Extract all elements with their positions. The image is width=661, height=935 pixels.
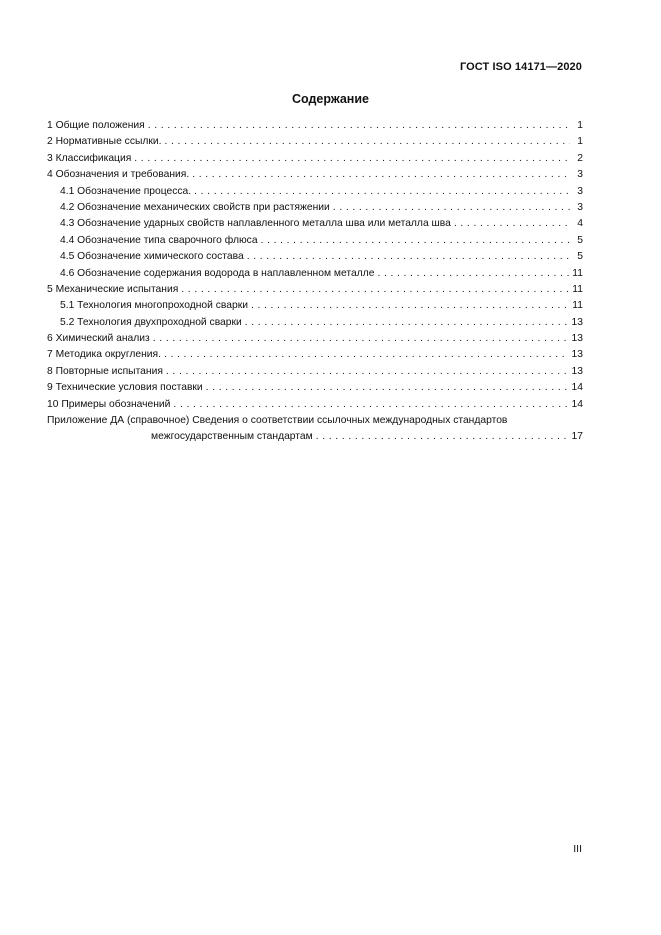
toc-entry-page: 2	[577, 152, 583, 164]
leader-dots	[173, 397, 568, 413]
toc-entry-4-2[interactable]	[47, 200, 583, 216]
toc-entry-label: 4.4 Обозначение типа сварочного флюса	[60, 233, 258, 249]
toc-entry-2[interactable]	[47, 134, 583, 150]
leader-dots	[251, 298, 569, 314]
toc-entry-label: 6 Химический анализ	[47, 331, 150, 347]
toc-entry-page: 13	[571, 365, 583, 377]
toc-entry-5-2[interactable]	[47, 315, 583, 331]
toc-entry-4-1[interactable]	[47, 184, 583, 200]
toc-entry-page: 13	[571, 349, 583, 361]
toc-entry-4-4[interactable]	[47, 233, 583, 249]
toc-entry-label: 4.6 Обозначение содержания водорода в наплавленном металле	[60, 266, 374, 282]
leader-dots	[261, 233, 570, 249]
toc-entry-page: 11	[572, 283, 583, 295]
toc-entry-page: 11	[572, 267, 583, 279]
toc-entry-label: 4 Обозначения и требования.	[47, 167, 189, 183]
toc-entry-9[interactable]	[47, 380, 583, 396]
toc-entry-label: 4.3 Обозначение ударных свойств наплавленного металла шва или металла шва	[60, 216, 451, 232]
toc-entry-page: 4	[577, 218, 583, 230]
leader-dots	[333, 200, 570, 216]
toc-entry-label: 9 Технические условия поставки	[47, 380, 203, 396]
toc-entry-4[interactable]	[47, 167, 583, 183]
leader-dots	[165, 134, 571, 150]
toc-entry-label: 5.2 Технология двухпроходной сварки	[60, 315, 242, 331]
table-of-contents	[47, 118, 583, 446]
appendix-label-line1: Приложение ДА (справочное) Сведения о соответствии ссылочных международных стандартов	[47, 415, 508, 427]
toc-entry-3[interactable]	[47, 151, 583, 167]
leader-dots	[153, 331, 569, 347]
toc-entry-page: 13	[571, 316, 583, 328]
toc-entry-label: 5 Механические испытания	[47, 282, 178, 298]
toc-entry-page: 13	[571, 333, 583, 345]
leader-dots	[166, 364, 569, 380]
leader-dots	[247, 249, 570, 265]
toc-entry-8[interactable]	[47, 364, 583, 380]
toc-entry-7[interactable]	[47, 347, 583, 363]
toc-entry-10[interactable]	[47, 397, 583, 413]
leader-dots	[316, 429, 569, 445]
toc-entry-label: 7 Методика округления.	[47, 347, 161, 363]
toc-entry-5[interactable]	[47, 282, 583, 298]
leader-dots	[206, 380, 569, 396]
toc-entry-4-3[interactable]	[47, 216, 583, 232]
toc-entry-page: 5	[577, 251, 583, 263]
toc-entry-label: 8 Повторные испытания	[47, 364, 163, 380]
toc-entry-label: 3 Классификация	[47, 151, 131, 167]
toc-entry-6[interactable]	[47, 331, 583, 347]
leader-dots	[134, 151, 570, 167]
toc-entry-label: 10 Примеры обозначений	[47, 397, 170, 413]
toc-entry-4-6[interactable]	[47, 266, 583, 282]
toc-entry-page: 14	[571, 398, 583, 410]
toc-entry-5-1[interactable]	[47, 298, 583, 314]
leader-dots	[194, 184, 570, 200]
toc-entry-page: 17	[571, 431, 583, 443]
page-title: Содержание	[291, 92, 369, 106]
toc-entry-page: 3	[577, 201, 583, 213]
leader-dots	[454, 216, 570, 232]
toc-entry-page: 14	[571, 382, 583, 394]
page-folio: III	[573, 843, 582, 855]
appendix-label-line2: межгосударственным стандартам	[151, 429, 313, 445]
leader-dots	[192, 167, 570, 183]
toc-entry-4-5[interactable]	[47, 249, 583, 265]
leader-dots	[181, 282, 569, 298]
toc-entry-label: 4.5 Обозначение химического состава	[60, 249, 244, 265]
toc-entry-page: 1	[577, 136, 583, 148]
leader-dots	[164, 347, 569, 363]
toc-entry-label: 4.2 Обозначение механических свойств при растяжении	[60, 200, 330, 216]
toc-entry-appendix[interactable]	[47, 413, 583, 446]
leader-dots	[148, 118, 570, 134]
leader-dots	[245, 315, 569, 331]
toc-entry-1[interactable]	[47, 118, 583, 134]
leader-dots	[377, 266, 569, 282]
toc-entry-label: 5.1 Технология многопроходной сварки	[60, 298, 248, 314]
toc-entry-label: 2 Нормативные ссылки.	[47, 134, 162, 150]
toc-entry-page: 11	[572, 300, 583, 312]
toc-entry-page: 1	[577, 120, 583, 131]
standard-code: ГОСТ ISO 14171—2020	[459, 61, 582, 73]
toc-entry-page: 3	[577, 185, 583, 197]
toc-entry-label: 1 Общие положения	[47, 118, 145, 134]
toc-entry-page: 5	[577, 234, 583, 246]
toc-entry-page: 3	[577, 169, 583, 181]
toc-entry-label: 4.1 Обозначение процесса.	[60, 184, 191, 200]
